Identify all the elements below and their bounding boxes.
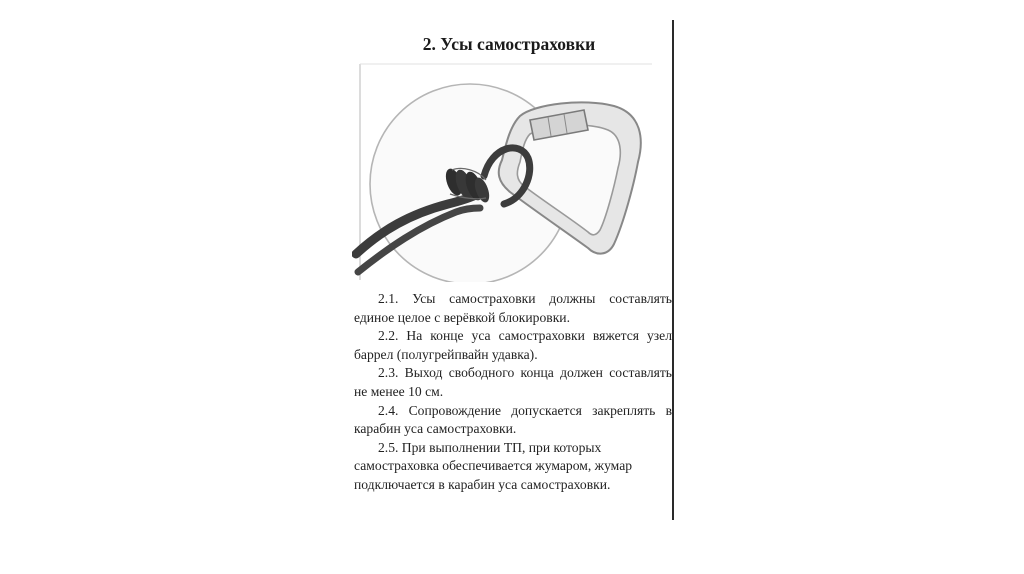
rules-text [354,290,672,495]
rule-2-1: 2.1. Усы самостраховки должны составлять единое целое с верёвкой блокировки. [354,291,672,325]
carabiner-icon [352,58,658,282]
page-border-line [672,20,674,520]
rule-2-3: 2.3. Выход свободного конца должен составлять не менее 10 см. [354,365,672,399]
rule-2-2: 2.2. На конце уса самостраховки вяжется узел баррел (полугрейпвайн удавка). [354,328,672,362]
page-title: 2. Усы самостраховки [422,34,596,54]
document-page [344,18,674,524]
rule-2-4: 2.4. Сопровождение допускается закреплять в карабин уса самостраховки. [354,402,672,437]
carabiner-illustration [352,58,658,282]
rule-2-5: 2.5. При выполнении ТП, при которых самостраховка обеспечивается жумаром, жумар подключается в карабин уса самостраховки. [354,439,633,492]
